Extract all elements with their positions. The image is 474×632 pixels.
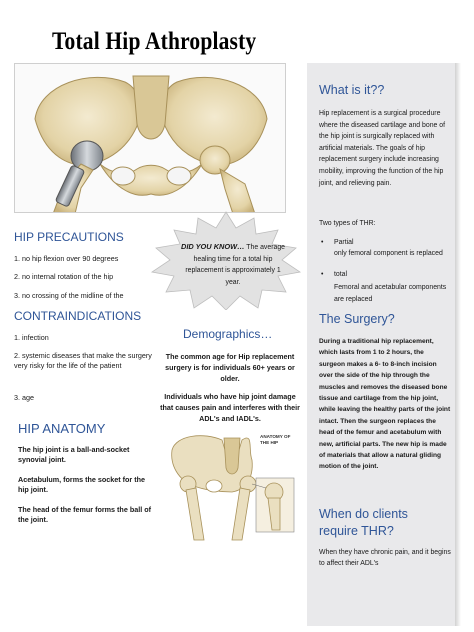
what-is-it-heading: What is it?? (319, 83, 385, 97)
thr-type-name: Partial (334, 239, 354, 246)
demographics-heading: Demographics… (183, 327, 273, 341)
thr-types-label: Two types of THR: (319, 220, 376, 227)
did-you-know-body: The average healing time for a total hip replacement is approximately 1 year. (185, 244, 285, 286)
hip-precautions-heading: HIP PRECAUTIONS (14, 230, 124, 244)
anatomy-paragraph: The head of the femur forms the ball of the joint. (18, 505, 151, 524)
hip-anatomy-figure (164, 430, 300, 545)
hip-anatomy-heading: HIP ANATOMY (18, 421, 106, 436)
thr-type-partial (321, 237, 452, 259)
did-you-know-text (180, 241, 286, 288)
precaution-item: 2. no internal rotation of the hip (14, 272, 114, 281)
demographics-paragraph: The common age for Hip replacement surgery is for individuals 60+ years or older. (165, 352, 295, 383)
pelvis-illustration (14, 63, 286, 213)
when-thr-text: When they have chronic pain, and it begins to affect their ADL's (319, 549, 451, 567)
when-thr-heading: When do clients require THR? (319, 507, 408, 538)
contraindications-heading: CONTRAINDICATIONS (14, 309, 142, 323)
precaution-item: 3. no crossing of the midline of the (14, 291, 124, 300)
thr-type-desc: Femoral and acetabular components are replaced (334, 284, 447, 303)
thr-type-name: total (334, 271, 348, 278)
surgery-heading: The Surgery? (319, 312, 395, 326)
contraindication-item: 2. systemic diseases that make the surgery very risky for the life of the patient (14, 351, 152, 370)
thr-type-total (321, 269, 452, 306)
contraindication-item: 1. infection (14, 333, 49, 342)
contraindication-item: 3. age (14, 393, 34, 402)
did-you-know-lead: DID YOU KNOW… (180, 242, 245, 251)
page-title: Total Hip Athroplasty (52, 28, 257, 55)
bullet-icon: • (321, 271, 324, 278)
surgery-text: During a traditional hip replacement, which lasts from 1 to 2 hours, the surgeon makes a 6- to 8-inch incision over the side of the hip through the muscles and removes the diseased bone tissue and cartilage from the hip joint, while leaving the healthy parts of the joint intact. Then the surgeon replaces the head of the femur and acetabulum with new, artificial parts. The new hip is made of materials that allow a natural gliding motion of the joint. (319, 338, 451, 471)
anatomy-paragraph: The hip joint is a ball-and-socket synovial joint. (18, 445, 130, 464)
bullet-icon: • (321, 239, 324, 246)
thr-type-desc: only femoral component is replaced (334, 250, 443, 257)
what-is-it-text: Hip replacement is a surgical procedure where the diseased cartilage and bone of the hip joint is surgically replaced with artificial materials. The goals of hip replacement surgery include increasing mobility, improving the function of the hip joint, and relieving pain. (319, 110, 446, 187)
anatomy-figure-label: ANATOMY OF THE HIP (260, 434, 291, 445)
precaution-item: 1. no hip flexion over 90 degrees (14, 254, 119, 263)
demographics-paragraph: Individuals who have hip joint damage that causes pain and interferes with their ADL's and IADL's. (160, 392, 300, 423)
anatomy-paragraph: Acetabulum, forms the socket for the hip joint. (18, 475, 146, 494)
